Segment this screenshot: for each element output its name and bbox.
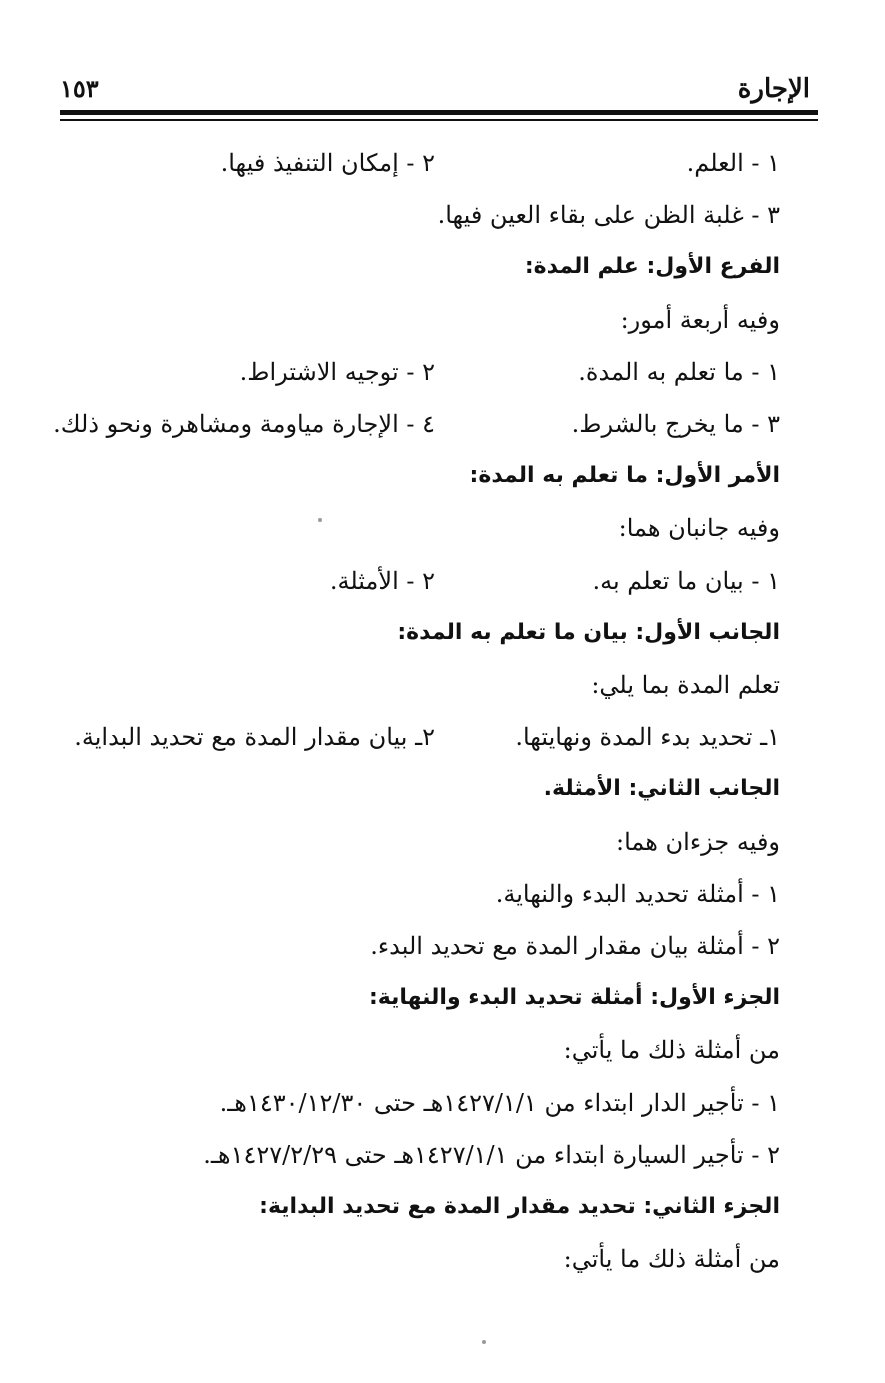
text-line: من أمثلة ذلك ما يأتي: [563, 1245, 780, 1273]
text-line: ١ - أمثلة تحديد البدء والنهاية. [495, 880, 780, 908]
list-item: ١ - العلم. [686, 149, 780, 177]
text-line: ١ - تأجير الدار ابتداء من ١٤٢٧/١/١هـ حتى ١٤٣٠/١٢/٣٠هـ. [219, 1089, 780, 1117]
text-line: ٢ - أمثلة بيان مقدار المدة مع تحديد البدء. [370, 932, 780, 960]
text-line [74, 717, 780, 757]
text-line [80, 561, 780, 601]
section-heading: الجانب الثاني: الأمثلة. [543, 776, 780, 801]
text-line: وفيه جزءان هما: [615, 828, 780, 856]
section-heading: الفرع الأول: علم المدة: [524, 254, 780, 279]
section-heading: الجانب الأول: بيان ما تعلم به المدة: [397, 620, 780, 645]
text-line [80, 143, 780, 183]
text-line [53, 404, 780, 444]
page-number: ١٥٣ [60, 74, 99, 103]
header-rule-thin [60, 119, 818, 121]
text-line: ٣ - غلبة الظن على بقاء العين فيها. [437, 201, 780, 229]
list-item: ١ـ تحديد بدء المدة ونهايتها. [515, 723, 780, 751]
text-line: وفيه أربعة أمور: [620, 306, 780, 334]
list-item: ٢ - إمكان التنفيذ فيها. [220, 149, 435, 177]
section-heading: الأمر الأول: ما تعلم به المدة: [469, 463, 780, 488]
text-line: من أمثلة ذلك ما يأتي: [563, 1036, 780, 1064]
list-item: ٢ـ بيان مقدار المدة مع تحديد البداية. [74, 723, 435, 751]
list-item: ٣ - ما يخرج بالشرط. [571, 410, 780, 438]
list-item: ١ - ما تعلم به المدة. [578, 358, 780, 386]
list-item: ٢ - الأمثلة. [329, 567, 435, 595]
list-item: ٢ - توجيه الاشتراط. [239, 358, 435, 386]
text-line: ٢ - تأجير السيارة ابتداء من ١٤٢٧/١/١هـ حتى ١٤٢٧/٢/٢٩هـ. [203, 1141, 780, 1169]
text-line [80, 352, 780, 392]
scan-speck [318, 518, 322, 522]
chapter-title: الإجارة [737, 74, 810, 104]
running-header [60, 70, 810, 110]
text-line: وفيه جانبان هما: [618, 514, 780, 542]
list-item: ١ - بيان ما تعلم به. [592, 567, 780, 595]
section-heading: الجزء الأول: أمثلة تحديد البدء والنهاية: [368, 985, 780, 1010]
scan-speck [482, 1340, 486, 1344]
header-rule-thick [60, 110, 818, 115]
text-line: تعلم المدة بما يلي: [591, 671, 780, 699]
section-heading: الجزء الثاني: تحديد مقدار المدة مع تحديد البداية: [259, 1194, 780, 1219]
list-item: ٤ - الإجارة مياومة ومشاهرة ونحو ذلك. [53, 410, 435, 438]
